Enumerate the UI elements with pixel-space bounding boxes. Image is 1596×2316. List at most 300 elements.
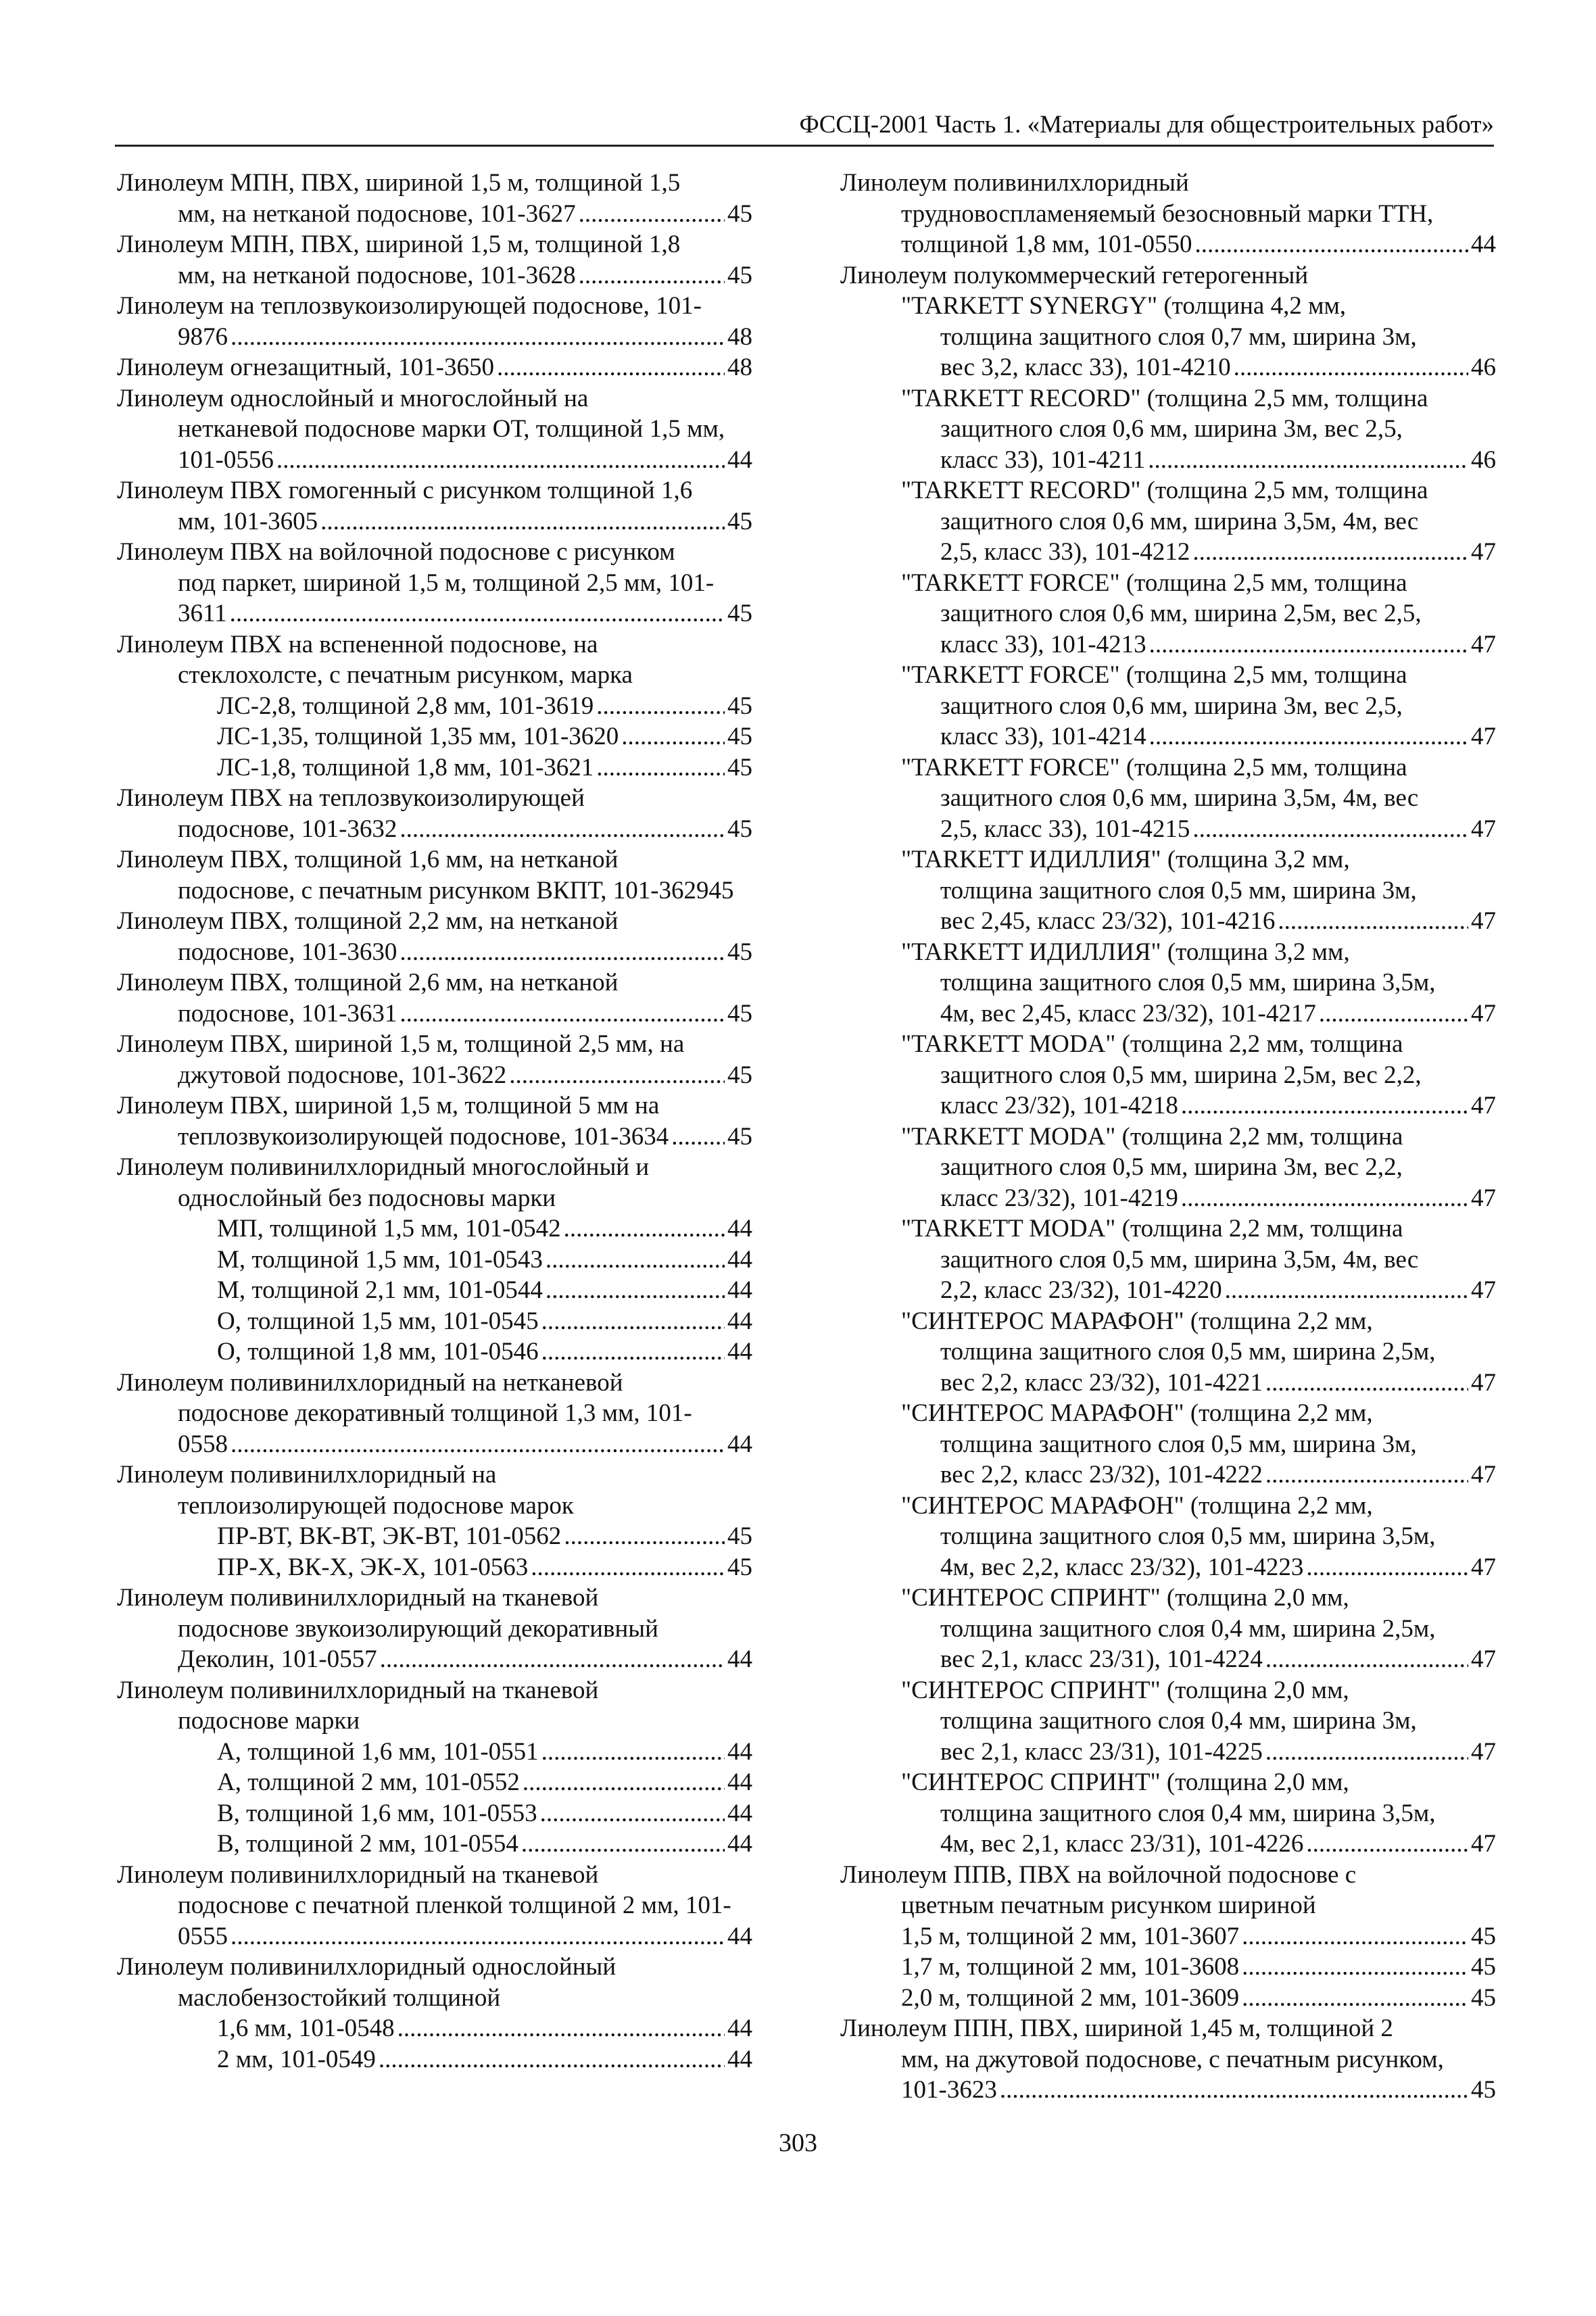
sub-entry: толщина защитного слоя 0,5 мм, ширина 2,5м, bbox=[940, 1338, 1436, 1366]
sub-entry: толщина защитного слоя 0,5 мм, ширина 3м, bbox=[940, 876, 1417, 904]
entry-heading bbox=[117, 352, 752, 383]
entry-text: 2,5, класс 33), 101-4212 bbox=[940, 538, 1190, 566]
sub-entry bbox=[117, 691, 752, 722]
page-ref: 47 bbox=[1471, 1830, 1496, 1858]
entry-continuation: цветным печатным рисунком шириной bbox=[901, 1891, 1316, 1919]
entry-text: ЛС-2,8, толщиной 2,8 мм, 101-3619 bbox=[217, 692, 594, 720]
entry-text: 2,5, класс 33), 101-4215 bbox=[940, 815, 1190, 843]
entry-continuation bbox=[117, 445, 752, 476]
sub-entry: "TARKETT FORCE" (толщина 2,5 мм, толщина bbox=[901, 661, 1407, 689]
leader-dots bbox=[1265, 1459, 1468, 1491]
entry-text: подосновe, 101-3632 bbox=[178, 815, 397, 843]
entry-heading: Линолеум ПВХ, шириной 1,5 м, толщиной 5 мм на bbox=[117, 1092, 660, 1119]
entry-text: ПР-ВТ, ВК-ВТ, ЭК-ВТ, 101-0562 bbox=[217, 1522, 562, 1550]
sub-entry: толщина защитного слоя 0,4 мм, ширина 3м, bbox=[940, 1707, 1417, 1735]
entry-text: вес 2,2, класс 23/32), 101-4222 bbox=[940, 1461, 1263, 1489]
entry-heading: Линолеум ПВХ, толщиной 1,6 мм, на нетканой bbox=[117, 846, 619, 873]
page-ref: 45 bbox=[727, 507, 752, 535]
leader-dots bbox=[521, 1829, 725, 1860]
page-ref: 45 bbox=[1471, 1953, 1496, 1981]
entry-text: вес 2,45, класс 23/32), 101-4216 bbox=[940, 907, 1276, 935]
leader-dots bbox=[1242, 1921, 1468, 1952]
sub-entry bbox=[117, 1521, 752, 1552]
leader-dots bbox=[1234, 352, 1468, 383]
entry-text: 101-0556 bbox=[178, 445, 274, 474]
sub-entry: защитного слоя 0,6 мм, ширина 3м, вес 2,5, bbox=[940, 415, 1403, 443]
entry-continuation: подосновe звукоизолирующий декоративный bbox=[178, 1614, 658, 1643]
leader-dots bbox=[379, 2044, 725, 2075]
page-ref: 45 bbox=[727, 199, 752, 228]
sub-entry: толщина защитного слоя 0,5 мм, ширина 3,5м, bbox=[940, 969, 1436, 996]
leader-dots bbox=[400, 814, 725, 845]
page-ref: 47 bbox=[1471, 1276, 1496, 1304]
index-entry bbox=[117, 844, 752, 906]
page-ref: 47 bbox=[1471, 723, 1496, 750]
sub-entry: толщина защитного слоя 0,5 мм, ширина 3,5м, bbox=[940, 1522, 1436, 1550]
entry-continuation bbox=[840, 229, 1496, 260]
sub-entry: защитного слоя 0,6 мм, ширина 3,5м, 4м, вес bbox=[940, 507, 1419, 535]
leader-dots bbox=[380, 1644, 725, 1675]
page-ref: 45 bbox=[727, 999, 752, 1028]
index-entry bbox=[117, 1029, 752, 1090]
sub-entry: "СИНТЕРОС СПРИНТ" (толщина 2,0 мм, bbox=[901, 1584, 1349, 1612]
sub-entry bbox=[840, 1644, 1496, 1675]
sub-entry: "СИНТЕРОС СПРИНТ" (толщина 2,0 мм, bbox=[901, 1768, 1349, 1796]
entry-heading: Линолеум поливинилхлоридный bbox=[840, 169, 1189, 197]
leader-dots bbox=[1319, 998, 1468, 1030]
page-ref: 44 bbox=[727, 1768, 752, 1796]
entry-text: класс 33), 101-4211 bbox=[940, 445, 1146, 474]
sub-entry bbox=[117, 1737, 752, 1768]
entry-heading: Линолеум на теплозвукоизолирующей подоснове, 101- bbox=[117, 292, 702, 320]
page-ref: 47 bbox=[1471, 538, 1496, 566]
leader-dots bbox=[231, 322, 725, 353]
sub-entry: "СИНТЕРОС МАРАФОН" (толщина 2,2 мм, bbox=[901, 1307, 1373, 1335]
page-ref: 44 bbox=[727, 1245, 752, 1274]
entry-heading: Линолеум однослойный и многослойный на bbox=[117, 384, 589, 412]
entry-text: 2,0 м, толщиной 2 мм, 101-3609 bbox=[901, 1983, 1240, 2012]
entry-text: Линолеум огнезащитный, 101-3650 bbox=[117, 354, 494, 381]
sub-entry: толщина защитного слоя 0,4 мм, ширина 3,5м, bbox=[940, 1799, 1436, 1827]
leader-dots bbox=[596, 752, 725, 783]
entry-heading: Линолеум поливинилхлоридный на bbox=[117, 1461, 497, 1489]
sub-entry bbox=[840, 1459, 1496, 1491]
index-entry bbox=[117, 1090, 752, 1152]
entry-continuation bbox=[117, 199, 752, 230]
entry-heading: Линолеум ПВХ, толщиной 2,2 мм, на нетканой bbox=[117, 907, 619, 935]
entry-text: 0555 bbox=[178, 1922, 228, 1950]
index-entry bbox=[117, 229, 752, 291]
leader-dots bbox=[1265, 1737, 1468, 1768]
index-entry bbox=[840, 168, 1496, 260]
page-ref: 48 bbox=[727, 354, 752, 381]
leader-dots bbox=[231, 1921, 725, 1952]
index-entry bbox=[117, 1675, 752, 1860]
page-ref: 45 bbox=[1471, 2076, 1496, 2104]
leader-dots bbox=[1194, 229, 1468, 260]
sub-entry: "TARKETT MODA" (толщина 2,2 мм, толщина bbox=[901, 1030, 1403, 1058]
leader-dots bbox=[1265, 1644, 1468, 1675]
page-ref: 48 bbox=[727, 322, 752, 351]
sub-entry bbox=[117, 1213, 752, 1245]
entry-continuation bbox=[840, 2075, 1496, 2106]
sub-entry bbox=[117, 752, 752, 783]
leader-dots bbox=[523, 1767, 725, 1798]
page-ref: 44 bbox=[727, 1307, 752, 1335]
entry-text: А, толщиной 1,6 мм, 101-0551 bbox=[217, 1737, 539, 1766]
entry-heading: Линолеум МПН, ПВХ, шириной 1,5 м, толщиной 1,8 bbox=[117, 231, 681, 258]
sub-entry: защитного слоя 0,5 мм, ширина 3,5м, 4м, вес bbox=[940, 1245, 1419, 1274]
entry-heading: Линолеум ПВХ гомогенный с рисунком толщиной 1,6 bbox=[117, 477, 693, 504]
entry-continuation bbox=[117, 814, 752, 845]
page-ref: 44 bbox=[1471, 231, 1496, 258]
index-entry bbox=[117, 291, 752, 352]
page-ref: 45 bbox=[727, 600, 752, 627]
page-ref: 45 bbox=[727, 1553, 752, 1581]
page-ref: 47 bbox=[1471, 907, 1496, 935]
entry-text: Деколин, 101-0557 bbox=[178, 1645, 377, 1673]
page-ref: 47 bbox=[1471, 1461, 1496, 1489]
page-ref: 47 bbox=[1471, 1553, 1496, 1581]
entry-text: класс 23/32), 101-4218 bbox=[940, 1092, 1178, 1119]
page-number: 303 bbox=[779, 2129, 817, 2157]
entry-text: подосновe, с печатным рисунком ВКПТ, 101-362945 bbox=[178, 876, 734, 904]
entry-text: МП, толщиной 1,5 мм, 101-0542 bbox=[217, 1215, 561, 1243]
entry-continuation bbox=[117, 1060, 752, 1091]
entry-continuation: подосновe декоративный толщиной 1,3 мм, 101- bbox=[178, 1399, 692, 1427]
leader-dots bbox=[1242, 1983, 1468, 2014]
sub-entry: "TARKETT MODA" (толщина 2,2 мм, толщина bbox=[901, 1122, 1403, 1151]
leader-dots bbox=[540, 1798, 725, 1829]
page-ref: 44 bbox=[727, 1737, 752, 1766]
entry-continuation bbox=[117, 937, 752, 968]
sub-entry: "TARKETT RECORD" (толщина 2,5 мм, толщина bbox=[901, 477, 1428, 504]
index-entry bbox=[117, 1952, 752, 2075]
sub-entry: толщина защитного слоя 0,4 мм, ширина 2,5м, bbox=[940, 1614, 1436, 1643]
entry-continuation bbox=[117, 1921, 752, 1952]
leader-dots bbox=[531, 1552, 725, 1583]
index-entry bbox=[117, 1152, 752, 1368]
entry-heading: Линолеум ППН, ПВХ, шириной 1,45 м, толщиной 2 bbox=[840, 2015, 1393, 2042]
sub-entry bbox=[840, 1183, 1496, 1214]
entry-text: мм, на нетканой подоснове, 101-3628 bbox=[178, 261, 576, 289]
sub-entry bbox=[840, 352, 1496, 383]
sub-entry bbox=[840, 1368, 1496, 1399]
page-ref: 45 bbox=[1471, 1983, 1496, 2012]
leader-dots bbox=[1265, 1368, 1468, 1399]
sub-entry: защитного слоя 0,6 мм, ширина 3,5м, 4м, вес bbox=[940, 784, 1419, 812]
entry-text: класс 33), 101-4213 bbox=[940, 630, 1146, 658]
leader-dots bbox=[1000, 2075, 1468, 2106]
entry-text: мм, 101-3605 bbox=[178, 507, 318, 535]
sub-entry bbox=[840, 906, 1496, 937]
entry-heading: Линолеум поливинилхлоридный на тканевой bbox=[117, 1584, 599, 1612]
sub-entry bbox=[840, 1983, 1496, 2014]
index-entry bbox=[117, 383, 752, 476]
entry-continuation bbox=[117, 322, 752, 353]
sub-entry bbox=[840, 629, 1496, 660]
page-ref: 45 bbox=[727, 1122, 752, 1151]
entry-continuation: мм, на джутовой подосновe, с печатным рисунком, bbox=[901, 2045, 1444, 2073]
page-ref: 44 bbox=[727, 1830, 752, 1858]
entry-text: М, толщиной 1,5 мм, 101-0543 bbox=[217, 1245, 543, 1274]
entry-text: 2,2, класс 23/32), 101-4220 bbox=[940, 1276, 1222, 1304]
page-ref: 46 bbox=[1471, 354, 1496, 381]
sub-entry: "TARKETT MODA" (толщина 2,2 мм, толщина bbox=[901, 1215, 1403, 1243]
leader-dots bbox=[541, 1336, 725, 1368]
sub-entry bbox=[117, 1336, 752, 1368]
page-ref: 47 bbox=[1471, 1184, 1496, 1212]
page-ref: 45 bbox=[727, 1522, 752, 1550]
index-entry bbox=[840, 2013, 1496, 2106]
entry-continuation: подосновe марки bbox=[178, 1707, 360, 1735]
sub-entry: защитного слоя 0,5 мм, ширина 2,5м, вес 2,2, bbox=[940, 1061, 1422, 1089]
sub-entry bbox=[117, 1552, 752, 1583]
entry-continuation bbox=[117, 875, 752, 907]
leader-dots bbox=[579, 199, 725, 230]
entry-heading: Линолеум полукоммерческий гетерогенный bbox=[840, 261, 1309, 289]
entry-text: класс 33), 101-4214 bbox=[940, 723, 1146, 750]
entry-heading: Линолеум МПН, ПВХ, шириной 1,5 м, толщиной 1,5 bbox=[117, 169, 681, 197]
leader-dots bbox=[1306, 1552, 1468, 1583]
leader-dots bbox=[1278, 906, 1468, 937]
leader-dots bbox=[276, 445, 725, 476]
page-ref: 44 bbox=[727, 1430, 752, 1458]
page-ref: 45 bbox=[727, 692, 752, 720]
page-ref: 45 bbox=[727, 723, 752, 750]
leader-dots bbox=[541, 1306, 725, 1337]
sub-entry bbox=[840, 1952, 1496, 1983]
index-entry bbox=[117, 1459, 752, 1583]
entry-heading: Линолеум ПВХ, толщиной 2,6 мм, на нетканой bbox=[117, 969, 619, 996]
index-entry bbox=[117, 168, 752, 229]
leader-dots bbox=[1149, 721, 1468, 752]
leader-dots bbox=[1148, 445, 1468, 476]
entry-continuation: трудновоспламеняемый безосновный марки ТТН, bbox=[901, 199, 1434, 228]
entry-text: ЛС-1,35, толщиной 1,35 мм, 101-3620 bbox=[217, 723, 619, 750]
entry-continuation: однослойный без подосновы марки bbox=[178, 1184, 556, 1212]
page-ref: 44 bbox=[727, 1215, 752, 1243]
sub-entry bbox=[840, 1737, 1496, 1768]
entry-text: ПР-Х, ВК-Х, ЭК-Х, 101-0563 bbox=[217, 1553, 529, 1581]
index-column-right bbox=[840, 168, 1496, 2106]
page-ref: 45 bbox=[727, 753, 752, 781]
entry-continuation: под паркет, шириной 1,5 м, толщиной 2,5 мм, 101- bbox=[178, 569, 715, 597]
entry-heading: Линолеум ПВХ на теплозвукоизолирующей bbox=[117, 784, 585, 812]
leader-dots bbox=[579, 260, 725, 291]
leader-dots bbox=[564, 1213, 725, 1245]
sub-entry bbox=[117, 1245, 752, 1276]
sub-entry: защитного слоя 0,6 мм, ширина 2,5м, вес 2,5, bbox=[940, 600, 1422, 627]
entry-text: А, толщиной 2 мм, 101-0552 bbox=[217, 1768, 520, 1796]
sub-entry: толщина защитного слоя 0,7 мм, ширина 3м, bbox=[940, 322, 1417, 351]
leader-dots bbox=[671, 1121, 725, 1153]
leader-dots bbox=[509, 1060, 725, 1091]
entry-text: О, толщиной 1,5 мм, 101-0545 bbox=[217, 1307, 539, 1335]
entry-continuation bbox=[117, 506, 752, 537]
sub-entry bbox=[840, 1921, 1496, 1952]
sub-entry: "TARKETT FORCE" (толщина 2,5 мм, толщина bbox=[901, 753, 1407, 781]
entry-heading: Линолеум ПВХ на войлочной подосновe с рисунком bbox=[117, 538, 675, 566]
entry-text: В, толщиной 2 мм, 101-0554 bbox=[217, 1830, 518, 1858]
page-ref: 44 bbox=[727, 1922, 752, 1950]
sub-entry bbox=[117, 2044, 752, 2075]
sub-entry: "СИНТЕРОС МАРАФОН" (толщина 2,2 мм, bbox=[901, 1491, 1373, 1520]
entry-text: подосновe, 101-3630 bbox=[178, 938, 397, 966]
entry-text: теплозвукоизолирующей подосновe, 101-3634 bbox=[178, 1122, 669, 1151]
leader-dots bbox=[320, 506, 725, 537]
entry-text: 101-3623 bbox=[901, 2076, 997, 2104]
page-ref: 47 bbox=[1471, 815, 1496, 843]
page-ref: 44 bbox=[727, 2045, 752, 2073]
sub-entry bbox=[840, 1090, 1496, 1121]
index-entry bbox=[117, 1860, 752, 1952]
entry-continuation bbox=[117, 1121, 752, 1153]
sub-entry bbox=[117, 721, 752, 752]
sub-entry: "TARKETT ИДИЛЛИЯ" (толщина 3,2 мм, bbox=[901, 938, 1350, 966]
index-column-left bbox=[117, 168, 752, 2075]
entry-text: подосновe, 101-3631 bbox=[178, 999, 397, 1028]
entry-continuation bbox=[117, 260, 752, 291]
leader-dots bbox=[541, 1737, 725, 1768]
page-ref: 47 bbox=[1471, 630, 1496, 658]
entry-text: 0558 bbox=[178, 1430, 228, 1458]
entry-continuation bbox=[117, 598, 752, 629]
entry-heading: Линолеум поливинилхлоридный многослойный и bbox=[117, 1153, 650, 1181]
entry-continuation bbox=[117, 1429, 752, 1460]
leader-dots bbox=[546, 1275, 725, 1306]
entry-continuation: теплоизолирующей подосновe марок bbox=[178, 1491, 574, 1520]
page-ref: 46 bbox=[1471, 445, 1496, 474]
entry-text: 3611 bbox=[178, 600, 227, 627]
sub-entry bbox=[117, 1829, 752, 1860]
leader-dots bbox=[1149, 629, 1468, 660]
page-ref: 45 bbox=[727, 261, 752, 289]
index-entry bbox=[840, 260, 1496, 1860]
sub-entry bbox=[840, 1275, 1496, 1306]
sub-entry bbox=[840, 721, 1496, 752]
sub-entry bbox=[840, 537, 1496, 568]
sub-entry bbox=[117, 1306, 752, 1337]
entry-text: вес 2,2, класс 23/32), 101-4221 bbox=[940, 1368, 1263, 1397]
entry-heading: Линолеум поливинилхлоридный на тканевой bbox=[117, 1860, 599, 1889]
sub-entry: "TARKETT FORCE" (толщина 2,5 мм, толщина bbox=[901, 569, 1407, 597]
sub-entry bbox=[840, 814, 1496, 845]
index-entry bbox=[117, 475, 752, 537]
entry-continuation: маслобензостойкий толщиной bbox=[178, 1983, 501, 2012]
entry-text: вес 2,1, класс 23/31), 101-4224 bbox=[940, 1645, 1263, 1673]
sub-entry: толщина защитного слоя 0,5 мм, ширина 3м, bbox=[940, 1430, 1417, 1458]
sub-entry bbox=[117, 1275, 752, 1306]
leader-dots bbox=[1181, 1090, 1468, 1121]
page-ref: 44 bbox=[727, 1276, 752, 1304]
entry-text: О, толщиной 1,8 мм, 101-0546 bbox=[217, 1338, 539, 1366]
entry-text: 2 мм, 101-0549 bbox=[217, 2045, 376, 2073]
sub-entry bbox=[840, 1829, 1496, 1860]
index-entry bbox=[840, 1860, 1496, 2014]
entry-text: джутовой подосновe, 101-3622 bbox=[178, 1061, 507, 1089]
sub-entry bbox=[840, 1552, 1496, 1583]
index-entry bbox=[117, 783, 752, 844]
entry-heading: Линолеум ПВХ на вспененной подосновe, на bbox=[117, 630, 598, 658]
sub-entry: защитного слоя 0,5 мм, ширина 3м, вес 2,2, bbox=[940, 1153, 1403, 1181]
sub-entry bbox=[840, 445, 1496, 476]
page-ref: 45 bbox=[1471, 1922, 1496, 1950]
entry-text: 1,5 м, толщиной 2 мм, 101-3607 bbox=[901, 1922, 1240, 1950]
sub-entry: защитного слоя 0,6 мм, ширина 3м, вес 2,5, bbox=[940, 692, 1403, 720]
page-ref: 45 bbox=[727, 1061, 752, 1089]
entry-text: 1,7 м, толщиной 2 мм, 101-3608 bbox=[901, 1953, 1240, 1981]
index-entry bbox=[117, 967, 752, 1029]
entry-continuation: стеклохолсте, с печатным рисунком, марка bbox=[178, 661, 633, 689]
entry-heading: Линолеум поливинилхлоридный на нетканевой bbox=[117, 1368, 623, 1397]
leader-dots bbox=[1192, 537, 1468, 568]
leader-dots bbox=[1181, 1183, 1468, 1214]
index-entry bbox=[117, 537, 752, 629]
entry-continuation: нетканевой подосновe марки ОТ, толщиной 1,5 мм, bbox=[178, 415, 725, 443]
index-entry bbox=[117, 1368, 752, 1460]
entry-text: вес 3,2, класс 33), 101-4210 bbox=[940, 354, 1231, 381]
entry-heading: Линолеум ППВ, ПВХ на войлочной подосновe с bbox=[840, 1860, 1357, 1889]
page-ref: 47 bbox=[1471, 1092, 1496, 1119]
entry-heading: Линолеум поливинилхлоридный на тканевой bbox=[117, 1676, 599, 1704]
entry-text: класс 23/32), 101-4219 bbox=[940, 1184, 1178, 1212]
entry-text: 4м, вес 2,1, класс 23/31), 101-4226 bbox=[940, 1830, 1304, 1858]
page-ref: 47 bbox=[1471, 999, 1496, 1028]
page-ref: 44 bbox=[727, 1338, 752, 1366]
leader-dots bbox=[400, 937, 725, 968]
page-ref: 45 bbox=[727, 815, 752, 843]
sub-entry: "TARKETT SYNERGY" (толщина 4,2 мм, bbox=[901, 292, 1347, 320]
page-ref: 44 bbox=[727, 445, 752, 474]
entry-text: В, толщиной 1,6 мм, 101-0553 bbox=[217, 1799, 537, 1827]
sub-entry: "TARKETT ИДИЛЛИЯ" (толщина 3,2 мм, bbox=[901, 846, 1350, 873]
running-header bbox=[115, 108, 1494, 147]
leader-dots bbox=[596, 691, 725, 722]
entry-heading: Линолеум поливинилхлоридный однослойный bbox=[117, 1953, 616, 1981]
index-entry bbox=[117, 906, 752, 967]
leader-dots bbox=[1192, 814, 1468, 845]
leader-dots bbox=[497, 352, 725, 383]
sub-entry bbox=[117, 1798, 752, 1829]
entry-continuation bbox=[117, 998, 752, 1030]
header-title: ФССЦ-2001 Часть 1. «Материалы для общестроительных работ» bbox=[799, 111, 1494, 139]
index-entry bbox=[117, 1583, 752, 1675]
sub-entry bbox=[840, 998, 1496, 1030]
leader-dots bbox=[564, 1521, 725, 1552]
leader-dots bbox=[621, 721, 725, 752]
leader-dots bbox=[397, 2013, 725, 2044]
entry-text: 1,6 мм, 101-0548 bbox=[217, 2015, 395, 2042]
leader-dots bbox=[400, 998, 725, 1030]
leader-dots bbox=[230, 598, 725, 629]
entry-text: мм, на нетканой подоснове, 101-3627 bbox=[178, 199, 576, 228]
sub-entry: "СИНТЕРОС МАРАФОН" (толщина 2,2 мм, bbox=[901, 1399, 1373, 1427]
leader-dots bbox=[231, 1429, 725, 1460]
entry-heading: Линолеум ПВХ, шириной 1,5 м, толщиной 2,5 мм, на bbox=[117, 1030, 685, 1058]
page-ref: 44 bbox=[727, 1799, 752, 1827]
page-ref: 45 bbox=[727, 938, 752, 966]
entry-text: ЛС-1,8, толщиной 1,8 мм, 101-3621 bbox=[217, 753, 594, 781]
sub-entry: "TARKETT RECORD" (толщина 2,5 мм, толщина bbox=[901, 384, 1428, 412]
entry-text: 9876 bbox=[178, 322, 228, 351]
entry-continuation bbox=[117, 1644, 752, 1675]
entry-text: вес 2,1, класс 23/31), 101-4225 bbox=[940, 1737, 1263, 1766]
entry-text: толщиной 1,8 мм, 101-0550 bbox=[901, 231, 1192, 258]
leader-dots bbox=[1306, 1829, 1468, 1860]
sub-entry: "СИНТЕРОС СПРИНТ" (толщина 2,0 мм, bbox=[901, 1676, 1349, 1704]
entry-continuation: подосновe с печатной пленкой толщиной 2 мм, 101- bbox=[178, 1891, 731, 1919]
